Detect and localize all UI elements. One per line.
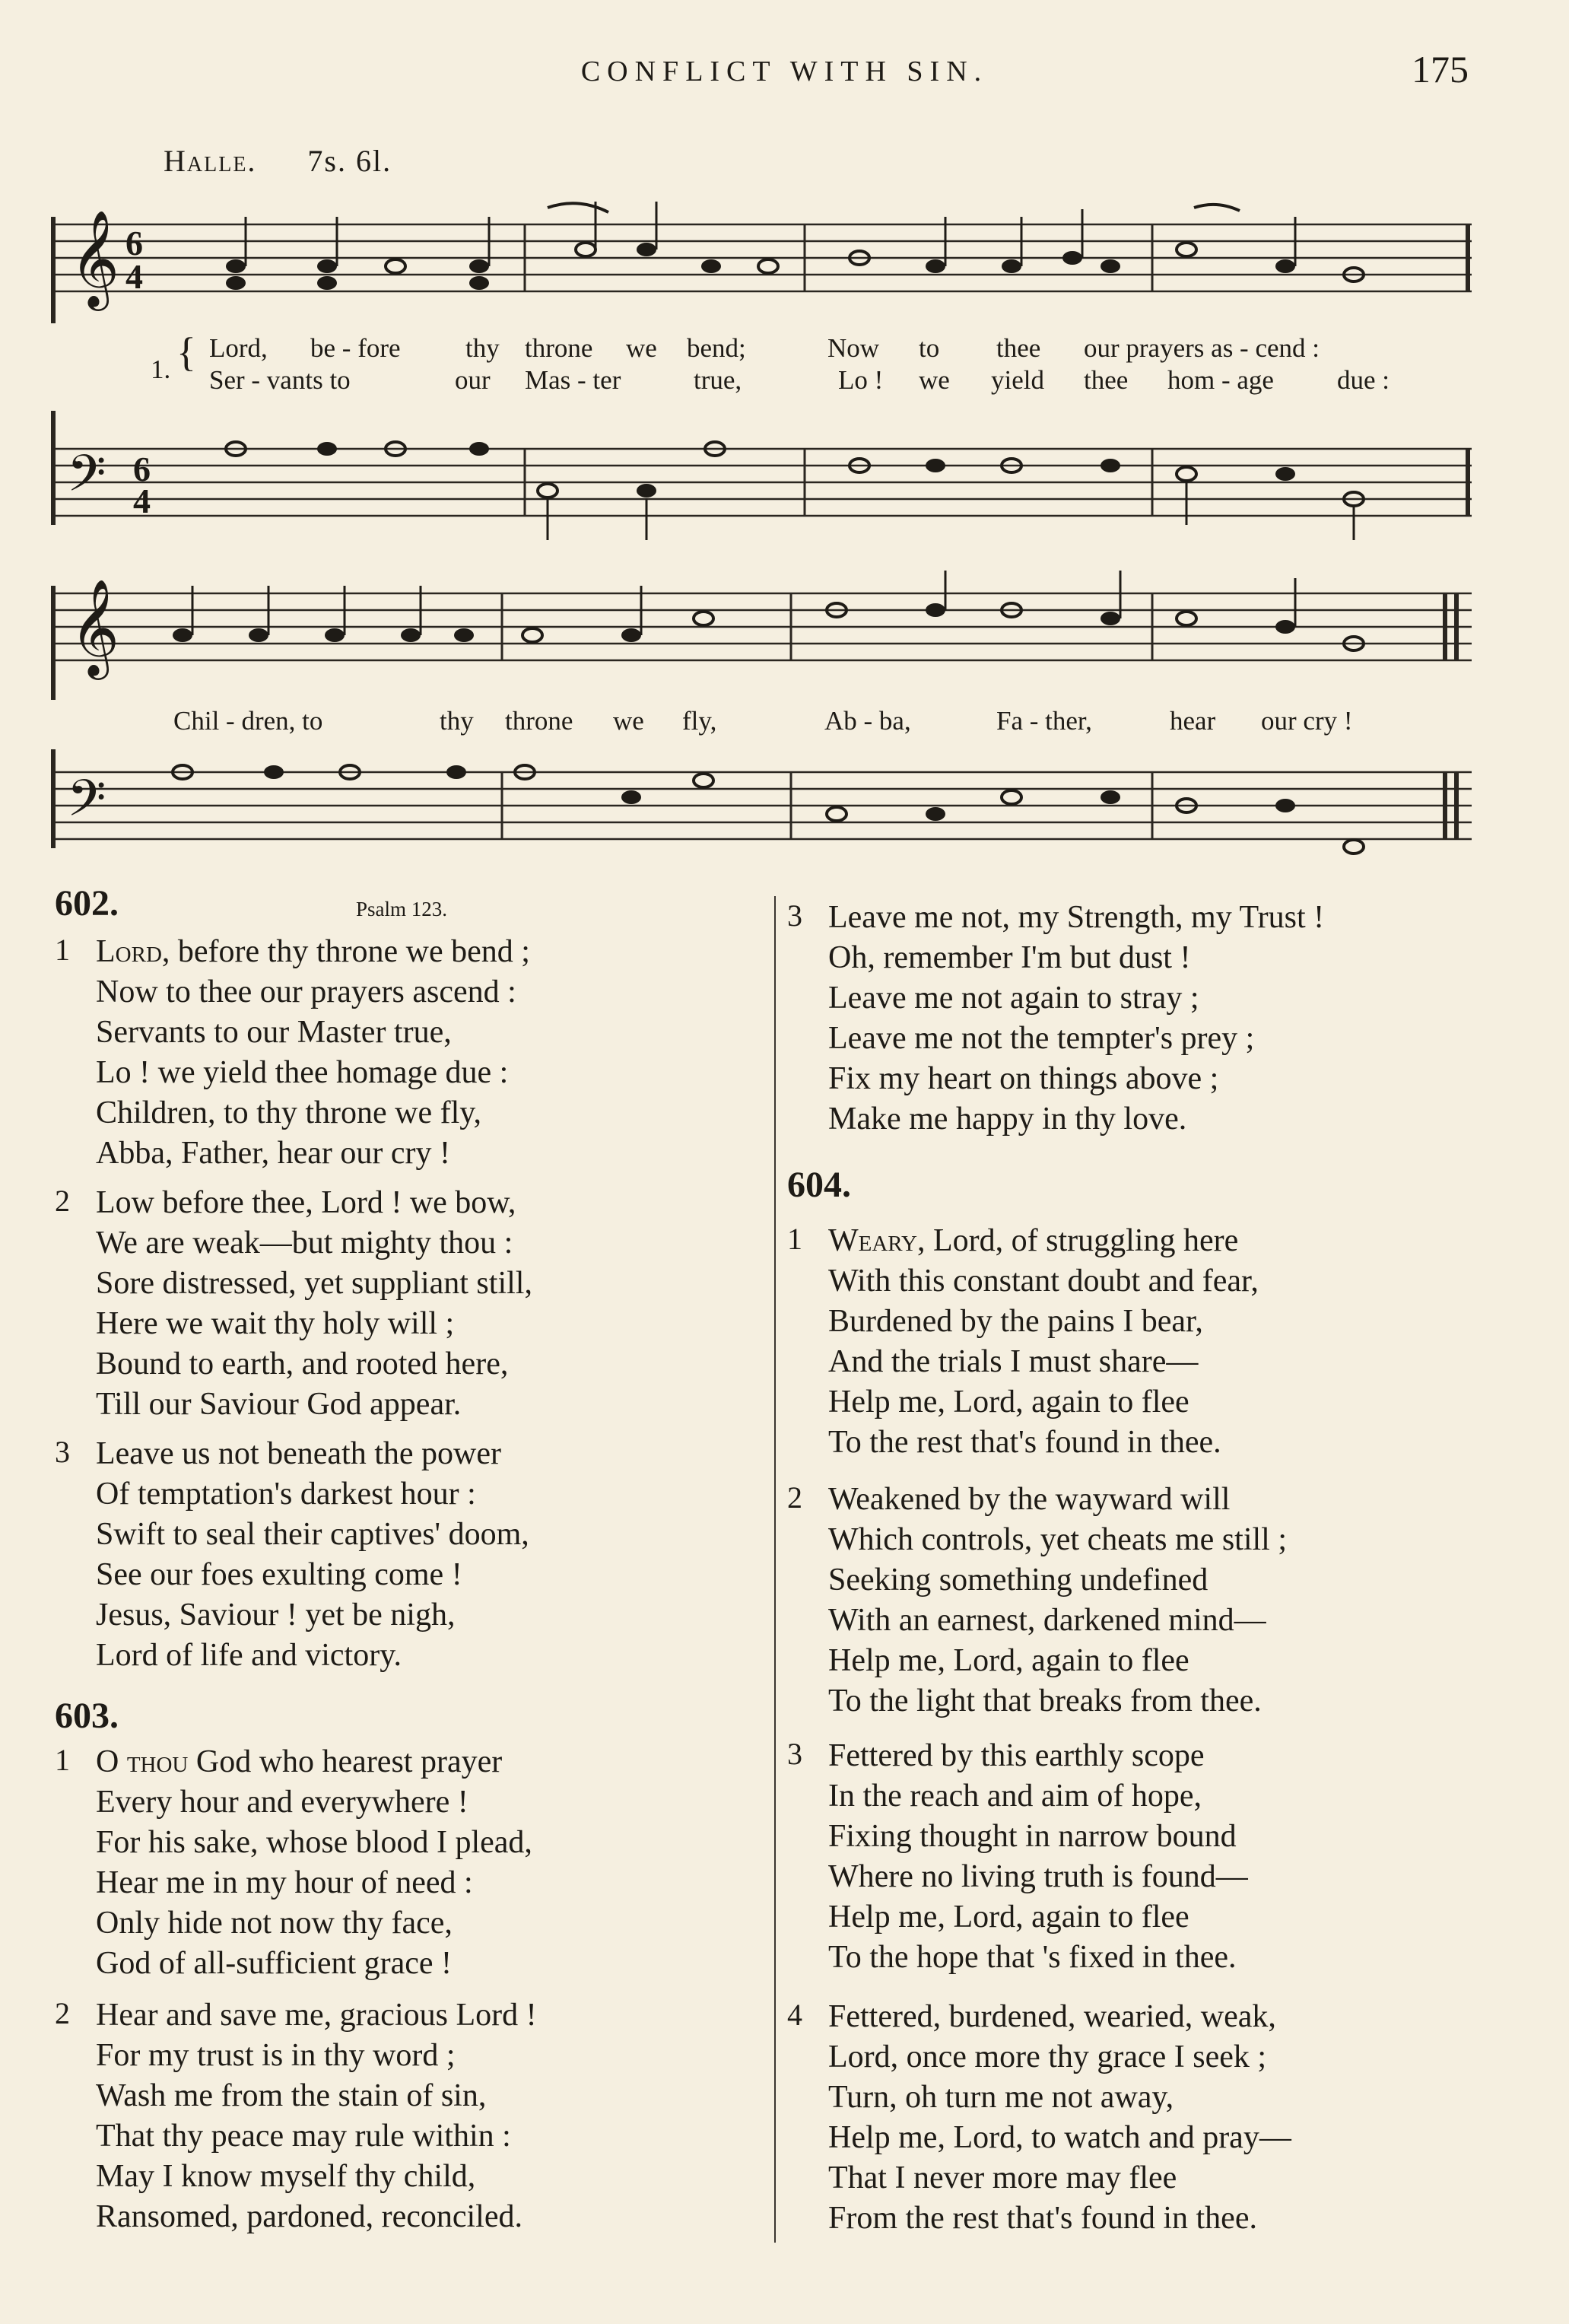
music-system-1-bass [0,411,1569,540]
stanza-line: Fix my heart on things above ; [828,1061,1219,1096]
stanza-line: Sore distressed, yet suppliant still, [96,1266,532,1301]
lyric-3-2: thy [440,706,474,736]
bass-clef-icon: 𝄢 [67,444,106,515]
stanza-line: From the rest that's found in thee. [828,2201,1257,2236]
hymn-602-ref: Psalm 123. [356,898,448,920]
stanza-line: Weakened by the wayward will [828,1482,1231,1517]
stanza-line: Burdened by the pains I bear, [828,1304,1203,1339]
lyric-1-1: Lord, [209,333,268,363]
svg-text:4: 4 [133,482,151,520]
stanza-line: To the light that breaks from thee. [828,1683,1262,1718]
stanza-line: God who hearest prayer [188,1744,503,1779]
hymn-603-stanza-3 [787,898,1456,1140]
stanza-line: Servants to our Master true, [96,1015,452,1050]
stanza-number: 1 [787,1222,802,1256]
stanza-line: Leave us not beneath the power [96,1436,501,1471]
treble-clef-icon: 𝄞 [70,209,120,307]
tune-heading [164,143,392,179]
time-signature: 6 [125,224,143,262]
lyric-3-5: fly, [682,706,717,736]
stanza-line: Oh, remember I'm but dust ! [828,940,1191,975]
stanza-number: 3 [787,1737,802,1771]
lyric-2-5: Lo ! [838,365,884,395]
hymn-604-stanza-3 [787,1736,1456,1978]
stanza-number: 4 [787,1998,802,2032]
stanza-line: Till our Saviour God appear. [96,1387,462,1422]
stanza-line: Help me, Lord, again to flee [828,1643,1189,1678]
stanza-line: Help me, Lord, again to flee [828,1900,1189,1935]
stanza-number: 2 [55,1996,70,2030]
staff-lines [53,224,1472,291]
hymn-604-stanza-1 [787,1221,1456,1463]
lyric-2-9: hom - age [1167,365,1274,395]
lyric-2-2: our [455,365,491,395]
stanza-line: Jesus, Saviour ! yet be nigh, [96,1598,456,1633]
stanza-number: 1 [55,1743,70,1777]
lyric-1-3: thy [465,333,500,363]
stanza-line: Help me, Lord, to watch and pray— [828,2120,1291,2155]
lyric-1-10: our prayers as - cend : [1084,333,1320,363]
lyric-3-1: Chil - dren, to [173,706,323,736]
stanza-line: Of temptation's darkest hour : [96,1477,476,1512]
stanza-line: That I never more may flee [828,2160,1177,2195]
stanza-line: And the trials I must share— [828,1344,1199,1379]
stanza-line: Lord, once more thy grace I seek ; [828,2039,1267,2074]
stanza-line: With this constant doubt and fear, [828,1264,1259,1299]
lyric-2-4: true, [694,365,742,395]
column-divider [774,896,776,2243]
lyric-3-8: hear [1170,706,1216,736]
lyric-1-4: throne [525,333,593,363]
lyric-1-7: Now [827,333,880,363]
tune-name: Halle. [164,144,257,178]
stanza-line: For his sake, whose blood I plead, [96,1825,532,1860]
hymn-602-number: 602. [55,883,119,924]
stanza-line: Now to thee our prayers ascend : [96,974,516,1009]
stanza-line: Seeking something undefined [828,1563,1209,1598]
stanza-lead: Lord, [96,934,170,969]
svg-text:6: 6 [133,450,151,488]
notes [226,243,1364,290]
lyric-3-4: we [613,706,644,736]
hymn-602-stanza-3 [55,1434,724,1676]
stanza-line: That thy peace may rule within : [96,2119,511,2154]
lyric-1-5: we [626,333,657,363]
stanza-line: Leave me not the tempter's prey ; [828,1021,1255,1056]
stanza-line: Lord, of struggling here [925,1223,1239,1258]
music-system-2-bass [0,749,1569,863]
stanza-line: Turn, oh turn me not away, [828,2080,1174,2115]
stanza-lead: Weary, [828,1223,926,1258]
stanza-number: 1 [55,933,70,967]
stanza-line: Make me happy in thy love. [828,1102,1187,1137]
stanza-line: Bound to earth, and rooted here, [96,1346,509,1381]
hymn-603-number: 603. [55,1696,119,1736]
tune-meter: 7s. 6l. [307,144,392,178]
stanza-line: Every hour and everywhere ! [96,1785,468,1820]
lyric-2-7: yield [991,365,1044,395]
stanza-number: 2 [787,1480,802,1515]
stanza-lead: O thou [96,1744,189,1779]
hymn-604-stanza-2 [787,1480,1456,1722]
stanza-line: Low before thee, Lord ! we bow, [96,1185,516,1220]
stanza-line: Hear and save me, gracious Lord ! [96,1998,537,2033]
stanza-line: before thy throne we bend ; [170,934,530,969]
stanza-number: 3 [787,898,802,933]
stanza-line: Fettered, burdened, wearied, weak, [828,1999,1276,2034]
lyric-1-6: bend; [687,333,746,363]
stanza-line: Lord of life and victory. [96,1638,402,1673]
hymn-603-stanza-1 [55,1742,724,1984]
stanza-line: Only hide not now thy face, [96,1906,453,1941]
treble-clef-icon-2: 𝄞 [70,578,120,676]
stanza-line: Abba, Father, hear our cry ! [96,1136,450,1171]
music-system-2-treble [0,571,1569,700]
stanza-line: Which controls, yet cheats me still ; [828,1522,1288,1557]
stanza-line: Wash me from the stain of sin, [96,2078,487,2113]
stanza-line: Here we wait thy holy will ; [96,1306,455,1341]
stanza-line: In the reach and aim of hope, [828,1779,1202,1814]
stanza-line: To the hope that 's fixed in thee. [828,1940,1237,1975]
stanza-line: See our foes exulting come ! [96,1557,462,1592]
music-system-1-treble [0,202,1569,331]
hymn-602-stanza-2 [55,1183,724,1425]
lyric-2-3: Mas - ter [525,365,621,395]
stanza-line: Ransomed, pardoned, reconciled. [96,2199,522,2234]
stanza-line: Swift to seal their captives' doom, [96,1517,529,1552]
stanza-line: Fixing thought in narrow bound [828,1819,1237,1854]
lyric-3-7: Fa - ther, [996,706,1092,736]
hymn-602-stanza-1 [55,932,724,1174]
stanza-line: We are weak—but mighty thou : [96,1226,513,1261]
stanza-line: With an earnest, darkened mind— [828,1603,1266,1638]
stanza-line: Help me, Lord, again to flee [828,1385,1189,1420]
stanza-line: Leave me not again to stray ; [828,981,1199,1016]
lyric-2-6: we [919,365,950,395]
lyric-3-3: throne [505,706,573,736]
hymn-604-stanza-4 [787,1997,1456,2239]
lyric-3-6: Ab - ba, [824,706,911,736]
stanza-line: Leave me not, my Strength, my Trust ! [828,900,1325,935]
lyric-2-1: Ser - vants to [209,365,351,395]
stanza-line: May I know myself thy child, [96,2159,476,2194]
stanza-line: God of all-sufficient grace ! [96,1946,453,1981]
lyrics-brace-left: { [176,329,196,375]
stanza-line: For my trust is in thy word ; [96,2038,456,2073]
stanza-line: To the rest that's found in thee. [828,1425,1221,1460]
verse-number: 1. [151,354,171,384]
hymn-603-stanza-2 [55,1995,724,2237]
stanza-line: Children, to thy throne we fly, [96,1095,482,1130]
bass-clef-icon-2: 𝄢 [67,769,106,840]
stanza-number: 2 [55,1184,70,1218]
page-number: 175 [1412,48,1469,91]
svg-text:4: 4 [125,257,143,296]
lyric-1-9: thee [996,333,1041,363]
lyric-2-8: thee [1084,365,1129,395]
stanza-line: Where no living truth is found— [828,1859,1248,1894]
hymn-604-number: 604. [787,1165,851,1205]
stanza-line: Hear me in my hour of need : [96,1865,473,1900]
stanza-line: Fettered by this earthly scope [828,1738,1205,1773]
lyric-2-10: due : [1337,365,1390,395]
lyric-1-2: be - fore [310,333,401,363]
running-head: CONFLICT WITH SIN. [580,56,989,87]
lyric-3-9: our cry ! [1261,706,1353,736]
stanza-line: Lo ! we yield thee homage due : [96,1055,509,1090]
stanza-number: 3 [55,1435,70,1469]
lyric-1-8: to [919,333,940,363]
